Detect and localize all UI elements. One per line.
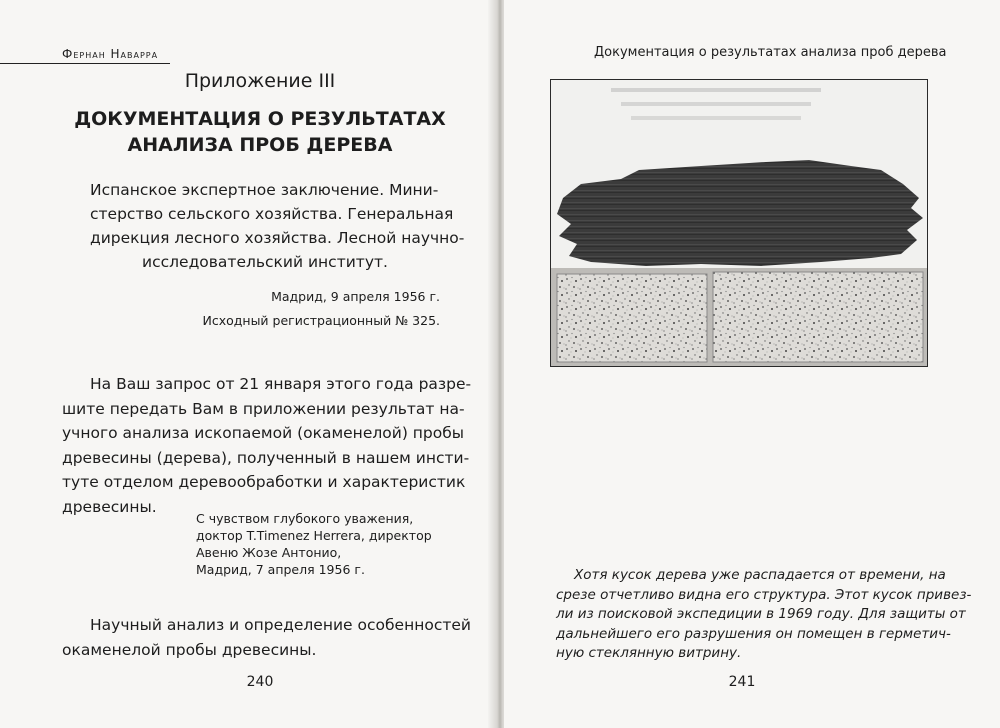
caption-line: срезе отчетливо видна его структура. Этот кусок привез- xyxy=(556,586,972,603)
caption-line: дальнейшего его разрушения он помещен в герметич- xyxy=(556,625,951,642)
closing-line: окаменелой пробы древесины. xyxy=(62,640,317,659)
date-line: Мадрид, 9 апреля 1956 г. xyxy=(271,289,440,304)
intro-line: дирекция лесного хозяйства. Лесной научно- xyxy=(90,229,465,247)
wood-sample-illustration xyxy=(551,80,927,366)
intro-line: Испанское экспертное заключение. Мини- xyxy=(90,181,439,199)
letter-line: На Ваш запрос от 21 января этого года разре- xyxy=(90,375,472,393)
title-line: АНАЛИЗА ПРОБ ДЕРЕВА xyxy=(127,134,393,156)
header-rule xyxy=(0,63,170,64)
intro-line: исследовательский институт. xyxy=(142,253,388,271)
signature-line: доктор T.Timenez Herrera, директор xyxy=(196,528,432,543)
stone-block xyxy=(557,274,707,362)
stone-block xyxy=(713,272,923,362)
right-page xyxy=(504,0,1000,728)
registration-line: Исходный регистрационный № 325. xyxy=(202,313,440,328)
letter-line: туте отделом деревообработки и характеристик xyxy=(62,473,466,491)
appendix-label: Приложение III xyxy=(184,70,336,92)
letter-line: древесины (дерева), полученный в нашем инсти- xyxy=(62,448,470,467)
letter-paragraph xyxy=(62,372,472,519)
signature-line: С чувством глубокого уважения, xyxy=(196,511,414,526)
left-page xyxy=(0,0,496,728)
letter-line: шите передать Вам в приложении результат на- xyxy=(62,399,465,418)
signature-line: Авеню Жозе Антонио, xyxy=(196,545,342,560)
photo-caption xyxy=(556,566,972,664)
running-head: Фернан Наварра xyxy=(62,47,159,61)
caption-line: Хотя кусок дерева уже распадается от времени, на xyxy=(574,567,946,583)
signature-line: Мадрид, 7 апреля 1956 г. xyxy=(196,562,365,577)
page-number: 241 xyxy=(728,674,756,690)
caption-line: ли из поисковой экспедиции в 1969 году. Для защиты от xyxy=(556,606,966,622)
closing-line: Научный анализ и определение особенностей xyxy=(90,616,471,634)
closing-paragraph xyxy=(62,613,471,662)
page-number: 240 xyxy=(246,674,274,690)
running-head: Документация о результатах анализа проб дерева xyxy=(594,45,947,60)
intro-paragraph xyxy=(90,178,465,274)
letter-line: древесины. xyxy=(62,497,157,516)
document-title xyxy=(60,106,460,158)
intro-line: стерство сельского хозяйства. Генеральная xyxy=(90,205,454,223)
signature-block xyxy=(196,510,436,578)
letter-line: учного анализа ископаемой (окаменелой) пробы xyxy=(62,424,465,442)
caption-line: ную стеклянную витрину. xyxy=(556,645,742,661)
wood-sample-photo xyxy=(550,79,928,367)
title-line: ДОКУМЕНТАЦИЯ О РЕЗУЛЬТАТАХ xyxy=(74,108,446,130)
